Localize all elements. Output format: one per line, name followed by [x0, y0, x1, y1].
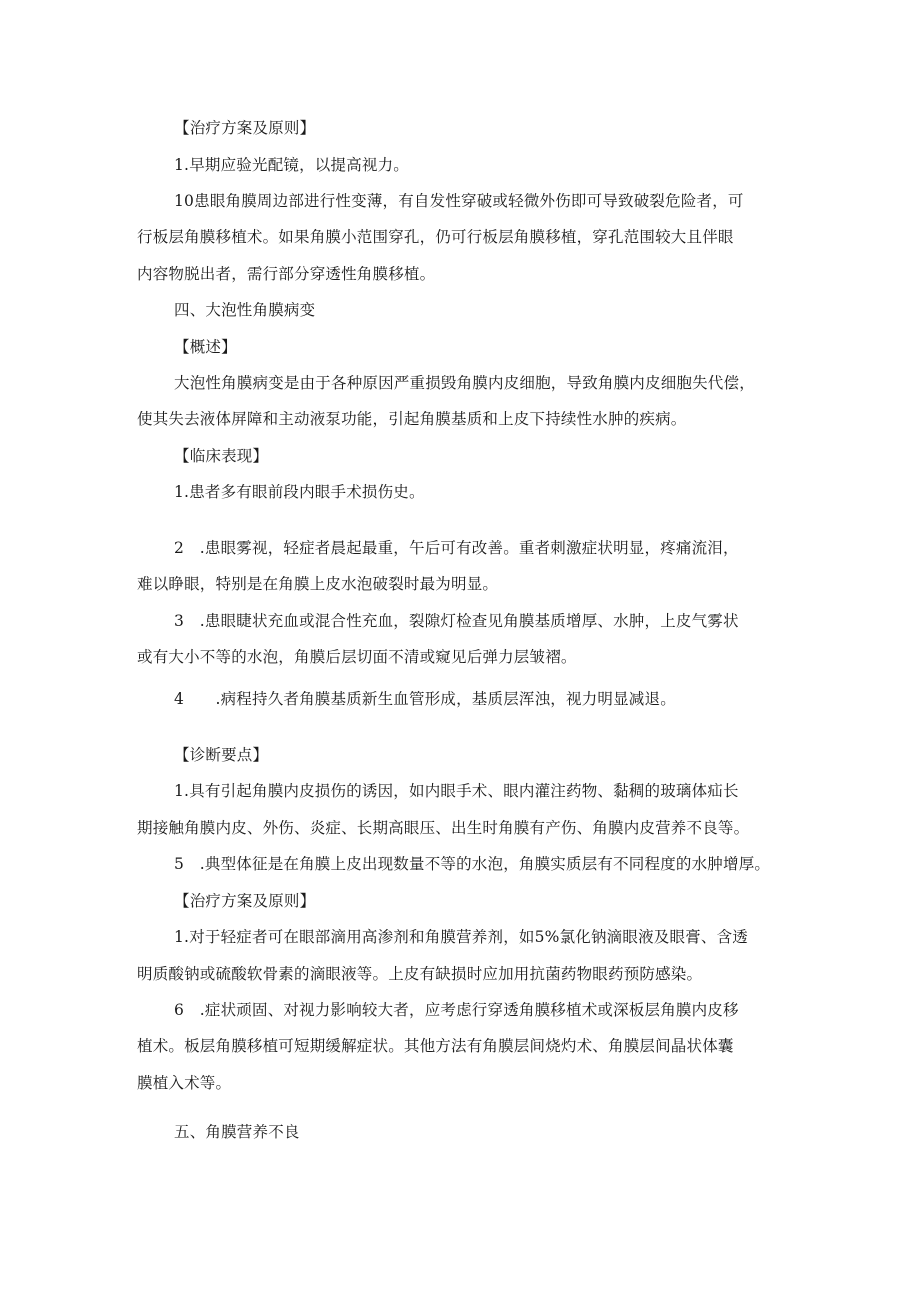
paragraph-line: 1.具有引起角膜内皮损伤的诱因，如内眼手术、眼内灌注药物、黏稠的玻璃体疝长 — [174, 782, 739, 800]
paragraph-line: 5 .典型体征是在角膜上皮出现数量不等的水泡，角膜实质层有不同程度的水肿增厚。 — [174, 855, 771, 873]
paragraph-line: 1.对于轻症者可在眼部滴用高渗剂和角膜营养剂，如5%氯化钠滴眼液及眼膏、含透 — [174, 928, 748, 946]
paragraph-line: 或有大小不等的水泡，角膜后层切面不清或窥见后弹力层皱褶。 — [137, 648, 577, 666]
section-heading-5: 五、角膜营养不良 — [174, 1123, 300, 1141]
heading-overview: 【概述】 — [174, 338, 237, 356]
paragraph-line: 内容物脱出者，需行部分穿透性角膜移植。 — [137, 265, 436, 283]
paragraph-line: 10患眼角膜周边部进行性变薄，有自发性穿破或轻微外伤即可导致破裂危险者，可 — [174, 192, 744, 210]
paragraph-line: 1.患者多有眼前段内眼手术损伤史。 — [174, 483, 425, 501]
section-heading-4: 四、大泡性角膜病变 — [174, 301, 316, 319]
paragraph-line: 1.早期应验光配镜，以提高视力。 — [174, 156, 409, 174]
paragraph-line: 使其失去液体屏障和主动液泵功能，引起角膜基质和上皮下持续性水肿的疾病。 — [137, 410, 687, 428]
paragraph-line: 大泡性角膜病变是由于各种原因严重损毁角膜内皮细胞，导致角膜内皮细胞失代偿， — [174, 374, 755, 392]
heading-treatment-1: 【治疗方案及原则】 — [174, 119, 316, 137]
paragraph-line: 2 .患眼雾视，轻症者晨起最重，午后可有改善。重者刺激症状明显，疼痛流泪， — [174, 539, 739, 557]
paragraph-line: 3 .患眼睫状充血或混合性充血，裂隙灯检查见角膜基质增厚、水肿，上皮气雾状 — [174, 612, 739, 630]
heading-clinical: 【临床表现】 — [174, 447, 269, 465]
paragraph-line: 明质酸钠或硫酸软骨素的滴眼液等。上皮有缺损时应加用抗菌药物眼药预防感染。 — [137, 965, 703, 983]
heading-treatment-2: 【治疗方案及原则】 — [174, 892, 316, 910]
paragraph-line: 难以睁眼，特别是在角膜上皮水泡破裂时最为明显。 — [137, 575, 499, 593]
paragraph-line: 植术。板层角膜移植可短期缓解症状。其他方法有角膜层间烧灼术、角膜层间晶状体囊 — [137, 1037, 734, 1055]
paragraph-line: 6 .症状顽固、对视力影响较大者，应考虑行穿透角膜移植术或深板层角膜内皮移 — [174, 1001, 739, 1019]
paragraph-line: 期接触角膜内皮、外伤、炎症、长期高眼压、出生时角膜有产伤、角膜内皮营养不良等。 — [137, 819, 750, 837]
paragraph-line: 膜植入术等。 — [137, 1074, 232, 1092]
heading-diagnosis: 【诊断要点】 — [174, 746, 269, 764]
paragraph-line: 4 .病程持久者角膜基质新生血管形成，基质层浑浊，视力明显减退。 — [174, 690, 676, 708]
paragraph-line: 行板层角膜移植术。如果角膜小范围穿孔，仍可行板层角膜移植，穿孔范围较大且伴眼 — [137, 228, 734, 246]
